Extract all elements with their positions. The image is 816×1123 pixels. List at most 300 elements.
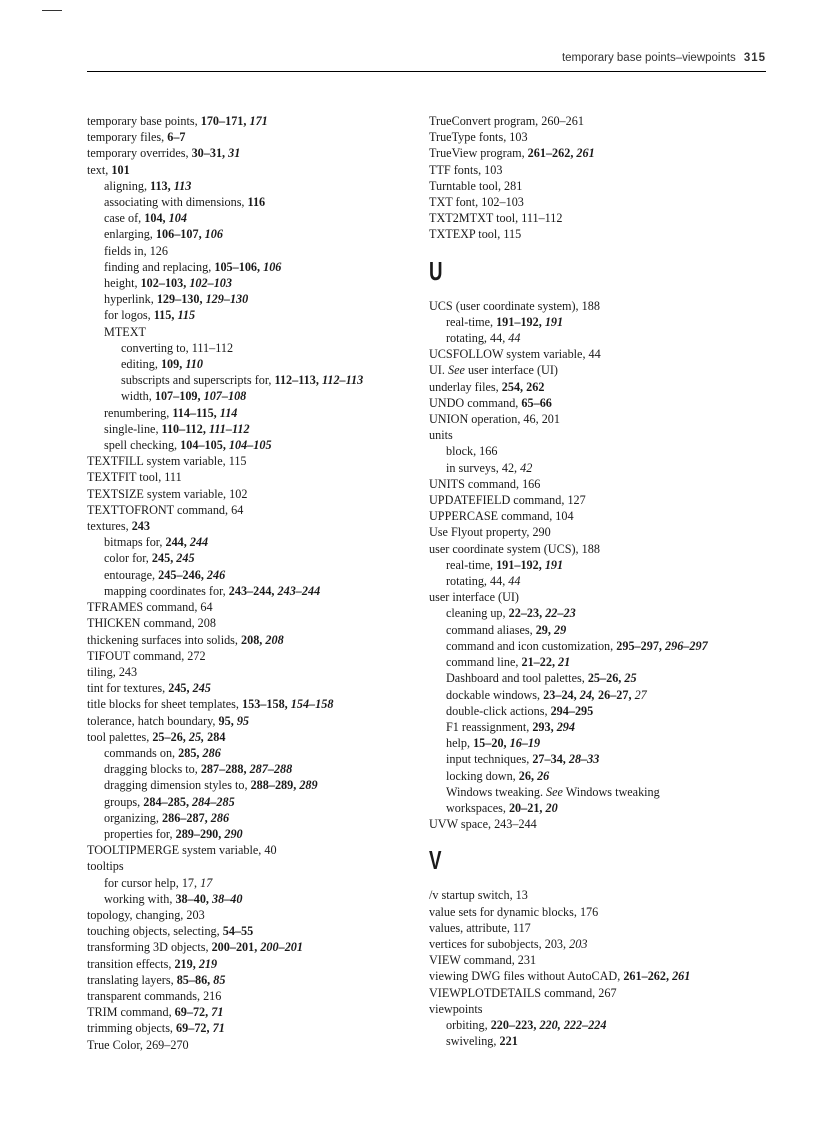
page-reference: 171	[249, 114, 268, 128]
entry-text: temporary files,	[87, 130, 168, 145]
page-reference: 191	[544, 314, 564, 329]
entry-text: dragging blocks to,	[104, 762, 201, 777]
page-reference: 243	[131, 519, 150, 534]
entry-text: tool palettes,	[87, 729, 153, 744]
page-reference: 30–31,	[191, 146, 229, 161]
entry-text: help,	[446, 736, 474, 751]
index-entry	[429, 178, 769, 194]
page-reference: 54–55	[222, 924, 254, 939]
index-column-left	[87, 113, 407, 1053]
index-entry	[429, 968, 769, 984]
entry-text: transition effects,	[87, 956, 175, 971]
index-subentry	[87, 761, 407, 777]
page-reference: 95,	[218, 713, 237, 728]
page-reference: 21–22,	[521, 655, 559, 670]
index-entry	[87, 599, 407, 615]
page-reference: 245,	[168, 681, 193, 696]
index-subentry	[429, 670, 769, 686]
index-entry	[87, 145, 407, 161]
index-subentry	[87, 307, 407, 323]
page-reference: 129–130,	[156, 292, 206, 307]
index-entry	[429, 113, 769, 129]
page-reference: 38–40	[212, 891, 243, 906]
index-entry	[87, 939, 407, 955]
entry-text: TOOLTIPMERGE system variable, 40	[87, 843, 277, 858]
entry-text: for cursor help, 17,	[104, 875, 201, 890]
page-reference: See	[447, 363, 465, 378]
index-subentry	[429, 1033, 769, 1049]
entry-text: working with,	[104, 891, 176, 906]
index-subentry	[429, 687, 769, 703]
page-reference: 243–244,	[228, 583, 278, 598]
index-entry	[87, 696, 407, 712]
entry-text: case of,	[104, 211, 145, 226]
entry-text: cleaning up,	[446, 606, 509, 621]
index-entry	[87, 648, 407, 664]
entry-text: viewing DWG files without AutoCAD,	[429, 969, 624, 984]
index-group-u	[429, 298, 769, 833]
index-subentry	[429, 719, 769, 735]
entry-text: properties for,	[104, 826, 176, 841]
page-reference: 244,	[165, 535, 190, 550]
index-entry	[87, 486, 407, 502]
page-reference: 15–20,	[473, 736, 510, 751]
entry-text: viewpoints	[429, 1001, 483, 1016]
entry-text: touching objects, selecting,	[87, 924, 223, 939]
page-reference: 208	[265, 632, 284, 647]
entry-text: transparent commands, 216	[87, 988, 222, 1003]
entry-text: TXT font, 102–103	[429, 195, 524, 210]
entry-text: UCSFOLLOW system variable, 44	[429, 347, 601, 362]
index-subentry	[429, 605, 769, 621]
entry-text: text,	[87, 162, 112, 177]
page-reference: 191	[544, 557, 564, 572]
page-reference: 106	[204, 227, 223, 242]
page-reference: 107–109,	[154, 389, 204, 404]
page-reference: 261–262,	[527, 146, 577, 161]
index-subentry	[87, 875, 407, 891]
entry-text: height,	[104, 276, 141, 291]
page-reference: 85–86,	[176, 972, 214, 987]
page-reference: 42	[520, 460, 533, 475]
page-reference: 71	[212, 1021, 225, 1036]
index-subentry	[429, 460, 769, 476]
page-reference: 44	[508, 331, 521, 346]
entry-text: TEXTFILL system variable, 115	[87, 454, 247, 469]
entry-text: orbiting,	[446, 1017, 491, 1032]
crop-mark	[42, 0, 62, 11]
page-reference: 288–289,	[250, 778, 300, 793]
entry-text: UPPERCASE command, 104	[429, 509, 574, 524]
entry-text: fields in, 126	[104, 243, 168, 258]
page-reference: 191–192,	[496, 314, 545, 329]
page-reference: 287–288,	[200, 762, 250, 777]
index-entry	[429, 411, 769, 427]
index-subentry	[87, 356, 407, 372]
entry-text: spell checking,	[104, 438, 181, 453]
entry-text: trimming objects,	[87, 1021, 177, 1036]
entry-text: commands on,	[104, 745, 179, 760]
index-subentry	[429, 703, 769, 719]
page-reference: 200–201	[260, 940, 303, 955]
entry-text: temporary overrides,	[87, 146, 192, 161]
entry-text: Turntable tool, 281	[429, 178, 523, 193]
page-number: 315	[743, 52, 766, 64]
index-subentry	[429, 768, 769, 784]
entry-text: rotating, 44,	[446, 331, 509, 346]
entry-text: VIEW command, 231	[429, 953, 537, 968]
page-reference: 115	[177, 308, 196, 323]
entry-text: double-click actions,	[446, 703, 551, 718]
entry-text: TrueConvert program, 260–261	[429, 114, 584, 128]
page-reference: 20–21,	[508, 800, 546, 815]
page-reference: 104–105	[228, 438, 272, 453]
index-subentry	[429, 784, 769, 800]
entry-text: associating with dimensions,	[104, 195, 248, 210]
entry-text: values, attribute, 117	[429, 920, 531, 935]
page-reference: 284–285,	[143, 794, 193, 809]
entry-text: /v startup switch, 13	[429, 888, 528, 903]
entry-text: swiveling,	[446, 1034, 500, 1049]
entry-text: renumbering,	[104, 405, 173, 420]
index-entry	[429, 589, 769, 605]
entry-text: aligning,	[104, 178, 151, 193]
entry-text: subscripts and superscripts for,	[121, 373, 275, 388]
index-entry	[429, 920, 769, 936]
entry-text: UNDO command,	[429, 395, 522, 410]
entry-text: locking down,	[446, 768, 519, 783]
page-reference: 245	[192, 681, 211, 696]
page-reference: 220–223,	[490, 1017, 540, 1032]
page-reference: 243–244	[277, 583, 321, 598]
entry-text: thickening surfaces into solids,	[87, 632, 242, 647]
entry-text: mapping coordinates for,	[104, 583, 229, 598]
index-entry	[87, 956, 407, 972]
index-entry	[87, 632, 407, 648]
index-subentry	[87, 405, 407, 421]
entry-text: hyperlink,	[104, 292, 157, 307]
index-entry	[429, 194, 769, 210]
page-reference: 29,	[535, 622, 554, 637]
page-reference: 102–103	[189, 276, 232, 291]
entry-text: True Color, 269–270	[87, 1037, 189, 1052]
index-entry	[87, 713, 407, 729]
index-entry	[87, 729, 407, 745]
page-reference: 208,	[241, 632, 266, 647]
index-entry	[87, 469, 407, 485]
index-subentry	[429, 314, 769, 330]
entry-text: topology, changing, 203	[87, 907, 205, 922]
index-subentry	[429, 330, 769, 346]
entry-text: width,	[121, 389, 155, 404]
entry-text: VIEWPLOTDETAILS command, 267	[429, 985, 617, 1000]
entry-text: organizing,	[104, 810, 162, 825]
page-reference: 85	[213, 972, 226, 987]
page-reference: 107–108	[203, 389, 247, 404]
page-reference: 170–171,	[200, 114, 250, 128]
index-subentry	[87, 340, 407, 356]
page-reference: 289	[299, 778, 318, 793]
entry-text: tolerance, hatch boundary,	[87, 713, 219, 728]
entry-text: workspaces,	[446, 800, 509, 815]
entry-text: rotating, 44,	[446, 574, 509, 589]
page-reference: 28–33	[568, 752, 600, 767]
page-reference: 112–113	[321, 373, 364, 388]
page-reference: 191–192,	[496, 557, 545, 572]
index-entry	[429, 395, 769, 411]
page-reference: 114–115,	[172, 405, 220, 420]
index-entry	[429, 129, 769, 145]
page-reference: 245	[176, 551, 195, 566]
entry-text: textures,	[87, 519, 132, 534]
entry-text: title blocks for sheet templates,	[87, 697, 243, 712]
entry-text: converting to, 111–112	[121, 340, 234, 355]
page-reference: 104	[168, 211, 187, 226]
index-subentry	[87, 178, 407, 194]
index-subentry	[429, 638, 769, 654]
page-reference: 114	[219, 405, 238, 420]
entry-text: user interface (UI)	[464, 363, 558, 378]
page-reference: 245,	[151, 551, 177, 566]
entry-text: user coordinate system (UCS), 188	[429, 541, 600, 556]
index-entry	[87, 1004, 407, 1020]
page-reference: 102–103,	[140, 276, 190, 291]
index-subentry	[87, 210, 407, 226]
index-entry	[429, 226, 769, 242]
page-reference: 25–26,	[587, 671, 625, 686]
entry-text: groups,	[104, 794, 144, 809]
page-reference: 200–201,	[211, 940, 261, 955]
index-subentry	[87, 324, 407, 340]
index-subentry	[87, 567, 407, 583]
page-reference: 23–24,	[543, 687, 580, 702]
page-reference: 113,	[150, 178, 174, 193]
index-subentry	[429, 1017, 769, 1033]
index-entry	[429, 476, 769, 492]
page-reference: See	[546, 784, 563, 799]
index-entry	[87, 972, 407, 988]
index-entry	[429, 985, 769, 1001]
page-reference: 284	[207, 729, 226, 744]
page-reference: 284–285	[192, 794, 235, 809]
page-reference: 104–105,	[180, 438, 229, 453]
index-subentry	[87, 794, 407, 810]
index-entry	[429, 162, 769, 178]
index-entry	[87, 1020, 407, 1036]
index-entry	[429, 346, 769, 362]
entry-text: UCS (user coordinate system), 188	[429, 298, 600, 313]
header-rule	[87, 71, 766, 72]
index-subentry	[87, 583, 407, 599]
page-reference: 112–113,	[274, 373, 322, 388]
index-subentry	[87, 810, 407, 826]
entry-text: Windows tweaking.	[446, 784, 547, 799]
page-reference: 153–158,	[242, 697, 291, 712]
page-reference: 25	[624, 671, 637, 686]
page-reference: 20	[545, 800, 558, 815]
page-reference: 296–297	[665, 638, 708, 653]
page-reference: 29	[553, 622, 567, 637]
index-entry	[429, 887, 769, 903]
index-entry	[87, 680, 407, 696]
page-reference: 71	[211, 1005, 224, 1020]
entry-text: input techniques,	[446, 752, 533, 767]
section-letter-u: U	[429, 255, 443, 286]
page-reference: 246	[206, 567, 226, 582]
index-subentry	[87, 891, 407, 907]
index-entry	[429, 816, 769, 832]
page-reference: 106	[263, 259, 282, 274]
page-reference: 104,	[144, 211, 169, 226]
index-entry	[87, 842, 407, 858]
index-subentry	[87, 275, 407, 291]
index-column-right	[429, 113, 769, 1049]
index-entry	[429, 1001, 769, 1017]
page-reference: 203	[569, 936, 588, 951]
entry-text: UNION operation, 46, 201	[429, 412, 560, 427]
index-entry	[429, 524, 769, 540]
index-entry	[429, 541, 769, 557]
index-subentry	[87, 259, 407, 275]
page-reference: 245–246,	[158, 567, 207, 582]
page-reference: 26,	[518, 768, 538, 783]
entry-text: TEXTTOFRONT command, 64	[87, 502, 244, 517]
entry-text: TXTEXP tool, 115	[429, 227, 522, 242]
entry-text: temporary base points,	[87, 114, 201, 128]
index-entry	[87, 162, 407, 178]
entry-text: tooltips	[87, 859, 124, 874]
page-reference: 105–106,	[214, 259, 264, 274]
page-reference: 287–288	[249, 762, 293, 777]
page-reference: 25,	[188, 729, 208, 744]
entry-text: TIFOUT command, 272	[87, 648, 206, 663]
page-reference: 115,	[153, 308, 178, 323]
entry-text: TXT2MTXT tool, 111–112	[429, 211, 563, 226]
index-entry	[429, 427, 769, 443]
section-letter-v: V	[429, 845, 442, 876]
entry-text: THICKEN command, 208	[87, 616, 216, 631]
page-reference: 21	[558, 655, 571, 670]
entry-text: user interface (UI)	[429, 590, 519, 605]
page-reference: 38–40,	[175, 891, 212, 906]
index-entry	[429, 904, 769, 920]
index-entry	[87, 1037, 407, 1053]
page-reference: 294	[556, 719, 575, 734]
page-reference: 44	[508, 574, 521, 589]
entry-text: TRIM command,	[87, 1005, 175, 1020]
index-entry	[429, 952, 769, 968]
page-reference: 113	[173, 178, 192, 193]
running-head-title: temporary base points–viewpoints	[561, 52, 736, 64]
entry-text: tint for textures,	[87, 681, 169, 696]
page-reference: 24,	[579, 687, 598, 702]
page-reference: 27–34,	[532, 752, 569, 767]
index-subentry	[429, 622, 769, 638]
page-reference: 110–112,	[161, 421, 209, 436]
page-reference: 25–26,	[152, 729, 189, 744]
page-reference: 129–130	[205, 292, 249, 307]
page-reference: 109,	[160, 357, 186, 372]
page-reference: 154–158	[290, 697, 334, 712]
index-entry	[87, 518, 407, 534]
page-reference: 69–72,	[174, 1005, 212, 1020]
index-entry	[87, 615, 407, 631]
page-reference: 95	[236, 713, 249, 728]
page-reference: 286	[210, 810, 230, 825]
page-reference: 293,	[532, 719, 557, 734]
page-reference: 31	[228, 146, 241, 161]
index-subentry	[429, 735, 769, 751]
page-reference: 22–23	[545, 606, 576, 621]
entry-text: UVW space, 243–244	[429, 817, 537, 832]
index-subentry	[429, 751, 769, 767]
entry-text: Use Flyout property, 290	[429, 525, 551, 540]
entry-text: translating layers,	[87, 972, 177, 987]
index-subentry	[429, 443, 769, 459]
entry-text: Dashboard and tool palettes,	[446, 671, 588, 686]
page-reference: 261	[576, 146, 595, 161]
index-subentry	[87, 372, 407, 388]
entry-text: value sets for dynamic blocks, 176	[429, 904, 599, 919]
entry-text: editing,	[121, 357, 161, 372]
index-subentry	[429, 573, 769, 589]
index-subentry	[87, 777, 407, 793]
entry-text: underlay files,	[429, 379, 502, 394]
entry-text: in surveys, 42,	[446, 460, 521, 475]
index-entry	[429, 379, 769, 395]
page-reference: 289–290,	[175, 826, 225, 841]
index-subentry	[87, 745, 407, 761]
page-reference: 286	[202, 745, 221, 760]
index-subentry	[87, 437, 407, 453]
page-reference: 111–112	[208, 421, 250, 436]
index-entry	[429, 508, 769, 524]
page-reference: 65–66	[521, 395, 552, 410]
entry-text: block, 166	[446, 444, 498, 459]
entry-text: dockable windows,	[446, 687, 544, 702]
page-reference: 254, 262	[501, 379, 545, 394]
entry-text: TrueView program,	[429, 146, 528, 161]
index-subentry	[429, 557, 769, 573]
entry-text: command line,	[446, 655, 522, 670]
page-reference: 295–297,	[616, 638, 665, 653]
index-entry	[429, 145, 769, 161]
index-subentry	[87, 534, 407, 550]
index-subentry	[87, 388, 407, 404]
entry-text: dragging dimension styles to,	[104, 778, 251, 793]
entry-text: TTF fonts, 103	[429, 162, 503, 177]
page-reference: 110	[185, 357, 203, 372]
page-reference: 26–27,	[598, 687, 635, 702]
page-reference: 26	[537, 768, 550, 783]
entry-text: real-time,	[446, 557, 497, 572]
entry-text: TFRAMES command, 64	[87, 600, 213, 615]
entry-text: TrueType fonts, 103	[429, 130, 528, 145]
page-reference: 219,	[174, 956, 199, 971]
page-reference: 290	[224, 826, 243, 841]
entry-text: real-time,	[446, 314, 497, 329]
entry-text: for logos,	[104, 308, 154, 323]
entry-text: bitmaps for,	[104, 535, 166, 550]
entry-text: MTEXT	[104, 324, 146, 339]
page-reference: 16–19	[509, 736, 541, 751]
entry-text: F1 reassignment,	[446, 719, 533, 734]
index-entry	[87, 129, 407, 145]
entry-text: transforming 3D objects,	[87, 940, 212, 955]
index-subentry	[87, 194, 407, 210]
entry-text: TEXTFIT tool, 111	[87, 470, 182, 485]
index-entry	[429, 936, 769, 952]
